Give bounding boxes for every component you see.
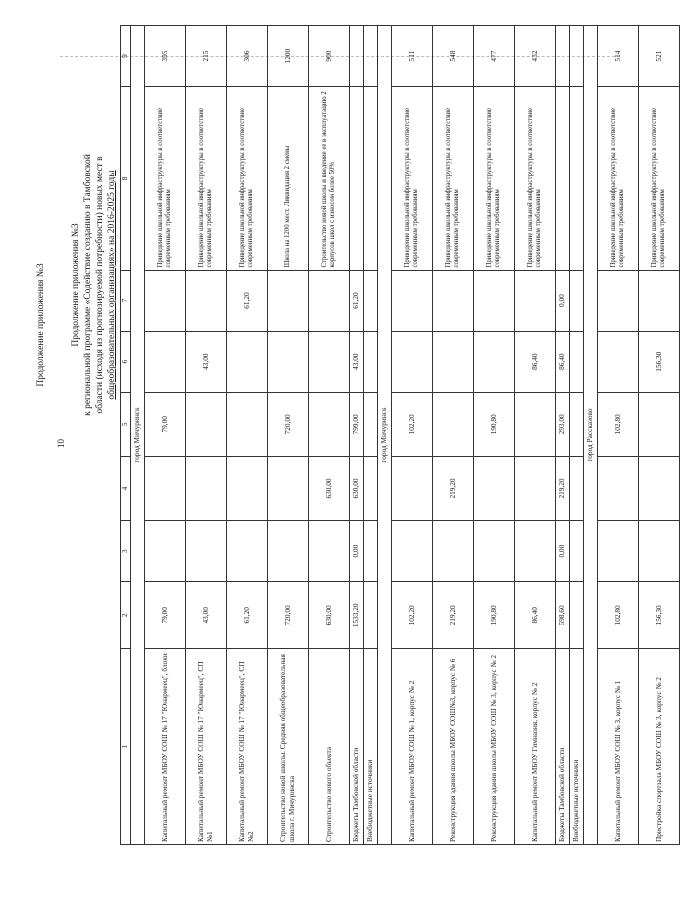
cell-value: 79,00 [145, 582, 186, 649]
cell-value: 43,00 [186, 582, 227, 649]
row-result [556, 87, 570, 270]
cell-value [268, 456, 309, 520]
row-name: Капитальный ремонт МБОУ СОШ № 17 "Юнармеец", СП №1 [186, 649, 227, 845]
cell-value [570, 456, 584, 520]
row-result: Приведение школьной инфраструктуры в соответствие современным требованиям [474, 87, 515, 270]
column-number: 3 [121, 521, 131, 582]
cell-value [268, 521, 309, 582]
cell-value [474, 521, 515, 582]
row-result: Приведение школьной инфраструктуры в соответствие современным требованиям [598, 87, 639, 270]
row-result [364, 87, 378, 270]
table-row [227, 26, 268, 845]
cell-value [309, 270, 350, 331]
cell-value [145, 270, 186, 331]
row-result: Приведение школьной инфраструктуры в соответствие современным требованиям [145, 87, 186, 270]
cell-value [570, 521, 584, 582]
cell-value [364, 26, 378, 87]
cell-value: 43,00 [186, 331, 227, 392]
cell-value [350, 26, 364, 87]
table-row [639, 26, 680, 845]
row-result: Приведение школьной инфраструктуры в соответствие современным требованиям [515, 87, 556, 270]
column-number: 6 [121, 331, 131, 392]
column-number: 7 [121, 270, 131, 331]
cell-value: 102,80 [598, 392, 639, 456]
cell-value [570, 26, 584, 87]
row-name: Пристройка спортзала МБОУ СОШ № 3, корпус № 2 [639, 649, 680, 845]
cell-value [474, 331, 515, 392]
row-result: Приведение школьной инфраструктуры в соответствие современным требованиям [392, 87, 433, 270]
cell-value [268, 270, 309, 331]
cell-value [227, 331, 268, 392]
cell-value [309, 331, 350, 392]
total-row [350, 26, 364, 845]
cell-value: 0,00 [556, 270, 570, 331]
total-row [364, 26, 378, 845]
cell-value [364, 521, 378, 582]
total-row [570, 26, 584, 845]
table-row [474, 26, 515, 845]
column-number: 4 [121, 456, 131, 520]
appendix-subtitle [70, 15, 118, 555]
row-result: Приведение школьной инфраструктуры в соответствие современным требованиям [639, 87, 680, 270]
cell-value [392, 270, 433, 331]
cell-value: 219,20 [556, 456, 570, 520]
row-name: Внебюджетные источники [364, 649, 378, 845]
cell-value [186, 270, 227, 331]
total-row [556, 26, 570, 845]
cell-value [392, 331, 433, 392]
cell-value: 511 [392, 26, 433, 87]
cell-value [186, 456, 227, 520]
row-name: Реконструкция здания школы МБОУ СОШ № 3, корпус № 2 [474, 649, 515, 845]
cell-value [364, 582, 378, 649]
cell-value: 900 [309, 26, 350, 87]
row-result: Школа на 1200 мест. Ликвидация 2 смены [268, 87, 309, 270]
cell-value [145, 456, 186, 520]
table-row [309, 26, 350, 845]
cell-value [392, 521, 433, 582]
continuation-title: Продолжение приложения №3 [36, 263, 46, 387]
cell-value [145, 331, 186, 392]
cell-value: 1533,20 [350, 582, 364, 649]
column-number: 2 [121, 582, 131, 649]
cell-value [515, 456, 556, 520]
section-label: город Мичуринск [131, 26, 145, 845]
program-table [120, 25, 680, 845]
cell-value: 61,20 [227, 270, 268, 331]
cell-value [186, 392, 227, 456]
row-name: Строительство новой школы. Средняя общеобразовательная школа г. Мичуринска [268, 649, 309, 845]
cell-value: 395 [145, 26, 186, 87]
cell-value: 190,80 [474, 582, 515, 649]
row-result [570, 87, 584, 270]
cell-value [570, 331, 584, 392]
cell-value: 215 [186, 26, 227, 87]
cell-value: 514 [598, 26, 639, 87]
cell-value [639, 456, 680, 520]
cell-value [392, 456, 433, 520]
cell-value: 293,00 [556, 392, 570, 456]
row-result: Строительство новой школы и введение ее в эксплуатацию 2 корпусов школ с износом более 50% [309, 87, 350, 270]
cell-value [515, 521, 556, 582]
cell-value: 102,20 [392, 582, 433, 649]
row-result: Приведение школьной инфраструктуры в соответствие современным требованиям [433, 87, 474, 270]
cell-value [227, 456, 268, 520]
section-row [378, 26, 392, 845]
cell-value [186, 521, 227, 582]
row-name: Внебюджетные источники [570, 649, 584, 845]
cell-value [309, 392, 350, 456]
cell-value [570, 270, 584, 331]
row-result: Приведение школьной инфраструктуры в соответствие современным требованиям [227, 87, 268, 270]
subtitle-line: общеобразовательных организациях» на 2016-2025 годы [107, 170, 117, 400]
cell-value [515, 270, 556, 331]
page-number: 10 [56, 439, 66, 448]
cell-value: 219,20 [433, 456, 474, 520]
column-number: 5 [121, 392, 131, 456]
cell-value: 630,00 [309, 456, 350, 520]
table-row [433, 26, 474, 845]
cell-value [227, 392, 268, 456]
cell-value: 432 [515, 26, 556, 87]
cell-value: 86,40 [556, 331, 570, 392]
cell-value: 1200 [268, 26, 309, 87]
row-name: Бюджеты Тамбовской области [350, 649, 364, 845]
cell-value: 61,20 [227, 582, 268, 649]
table-row [515, 26, 556, 845]
row-name: Капитальный ремонт МБОУ СОШ № 1, корпус № 2 [392, 649, 433, 845]
subtitle-line: к региональной программе «Содействие созданию в Тамбовской [83, 154, 93, 416]
cell-value [474, 270, 515, 331]
cell-value: 720,00 [268, 392, 309, 456]
table-row [392, 26, 433, 845]
cell-value: 477 [474, 26, 515, 87]
column-number-row [121, 26, 131, 845]
cell-value: 156,30 [639, 331, 680, 392]
cell-value [639, 521, 680, 582]
row-name: Капитальный ремонт МБОУ Гимназия, корпус № 2 [515, 649, 556, 845]
cell-value [433, 331, 474, 392]
section-label: город Рассказово [584, 26, 598, 845]
cell-value [570, 392, 584, 456]
cell-value [364, 270, 378, 331]
cell-value: 306 [227, 26, 268, 87]
cell-value: 102,20 [392, 392, 433, 456]
table-body [131, 26, 680, 845]
cell-value [598, 456, 639, 520]
subtitle-line: Продолжение приложения №3 [71, 223, 81, 347]
section-row [584, 26, 598, 845]
cell-value: 86,40 [515, 331, 556, 392]
cell-value: 0,00 [556, 521, 570, 582]
section-row [131, 26, 145, 845]
cell-value: 548 [433, 26, 474, 87]
cell-value [433, 270, 474, 331]
cell-value [598, 331, 639, 392]
row-name: Капитальный ремонт МБОУ СОШ № 17 "Юнармеец", блоки [145, 649, 186, 845]
cell-value [598, 270, 639, 331]
table-row [268, 26, 309, 845]
row-name: Капитальный ремонт МБОУ СОШ № 17 "Юнармеец", СП №2 [227, 649, 268, 845]
row-name: Капитальный ремонт МБОУ СОШ № 3, корпус № 1 [598, 649, 639, 845]
cell-value: 43,00 [350, 331, 364, 392]
cell-value: 156,30 [639, 582, 680, 649]
cell-value: 61,20 [350, 270, 364, 331]
cell-value: 799,00 [350, 392, 364, 456]
cell-value: 102,80 [598, 582, 639, 649]
cell-value [598, 521, 639, 582]
cell-value [227, 521, 268, 582]
cell-value [268, 331, 309, 392]
cell-value: 630,00 [350, 456, 364, 520]
cell-value: 720,00 [268, 582, 309, 649]
column-number: 9 [121, 26, 131, 87]
section-label: город Мичуринск [378, 26, 392, 845]
cell-value: 219,20 [433, 582, 474, 649]
row-name: Реконструкция здания школы МБОУ СОШ№3, корпус № 6 [433, 649, 474, 845]
cell-value [364, 392, 378, 456]
cell-value [515, 392, 556, 456]
subtitle-line: области (исходя из прогнозируемой потребности) новых мест в [95, 156, 105, 414]
cell-value: 521 [639, 26, 680, 87]
cell-value [639, 392, 680, 456]
table-row [145, 26, 186, 845]
column-number: 1 [121, 649, 131, 845]
cell-value: 630,00 [309, 582, 350, 649]
cell-value [639, 270, 680, 331]
cell-value: 79,00 [145, 392, 186, 456]
cell-value [309, 521, 350, 582]
table-row [598, 26, 639, 845]
cell-value [556, 26, 570, 87]
cell-value: 190,80 [474, 392, 515, 456]
cell-value [145, 521, 186, 582]
cell-value [433, 392, 474, 456]
table-row [186, 26, 227, 845]
cell-value [474, 456, 515, 520]
cell-value [364, 456, 378, 520]
cell-value [364, 331, 378, 392]
row-name: Бюджеты Тамбовской области [556, 649, 570, 845]
cell-value: 598,60 [556, 582, 570, 649]
cell-value [570, 582, 584, 649]
cell-value: 86,40 [515, 582, 556, 649]
row-name: Строительство нового объекта [309, 649, 350, 845]
cell-value: 0,00 [350, 521, 364, 582]
row-result [350, 87, 364, 270]
row-result: Приведение школьной инфраструктуры в соответствие современным требованиям [186, 87, 227, 270]
cell-value [433, 521, 474, 582]
column-number: 8 [121, 87, 131, 270]
